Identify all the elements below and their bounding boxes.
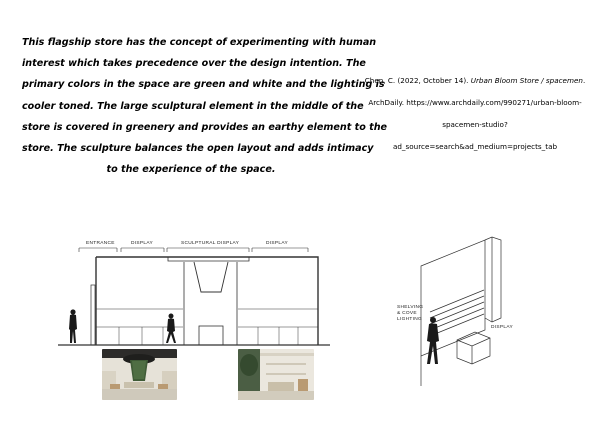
- axon-label-shelving-3: LIGHTING: [397, 317, 423, 322]
- citation-line-4: ad_source=search&ad_medium=projects_tab: [392, 142, 558, 151]
- citation-period: .: [582, 76, 586, 85]
- section-label-display: DISPLAY: [131, 241, 154, 246]
- intro-line: primary colors in the space are green and white and the lighting is: [22, 79, 385, 91]
- axon-label-display: DISPLAY: [491, 325, 514, 330]
- intro-line: to the experience of the space.: [106, 164, 276, 176]
- intro-line: store is covered in greenery and provides an earthy element to the: [22, 121, 388, 133]
- citation-title: Urban Bloom Store / spacemen: [470, 76, 583, 85]
- intro-line: store. The sculpture balances the open layout and adds intimacy: [22, 143, 374, 155]
- axon-label-shelving-1: SHELVING: [397, 305, 424, 310]
- intro-line: This flagship store has the concept of experimenting with human: [22, 37, 377, 48]
- citation-line-2: ArchDaily. https://www.archdaily.com/990271/urban-bloom-: [368, 98, 582, 107]
- section-label-display-right: DISPLAY: [266, 241, 289, 246]
- citation-author: Chen, C. (2022, October 14).: [364, 76, 471, 85]
- intro-line: cooler toned. The large sculptural element in the middle of the: [22, 100, 364, 112]
- citation-line-3: spacemen-studio?: [442, 120, 508, 129]
- intro-line: interest which takes precedence over the design intention. The: [22, 58, 366, 70]
- person-silhouette-axon: [427, 317, 439, 364]
- section-label-sculptural-display: SCULPTURAL DISPLAY: [181, 241, 240, 246]
- section-label-entrance: ENTRANCE: [86, 241, 115, 246]
- axon-label-shelving-2: & COVE: [397, 311, 417, 316]
